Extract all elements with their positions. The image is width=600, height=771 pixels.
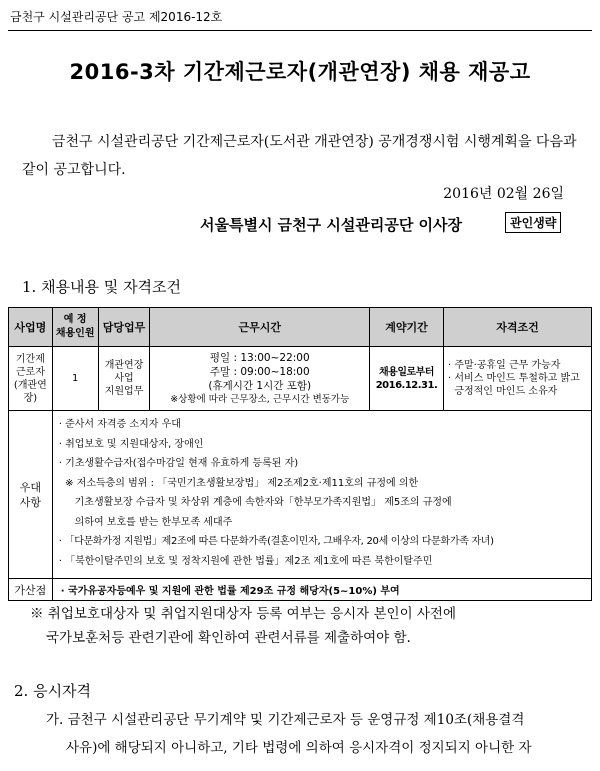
preference-item: · 준사서 자격증 소지자 우대 xyxy=(58,419,181,430)
table-header-row xyxy=(9,308,592,347)
preference-item: 의하여 보호를 받는 한부모족 세대주 xyxy=(58,516,233,528)
recruitment-table xyxy=(8,307,592,601)
table-row xyxy=(9,411,592,579)
cell-bonus-label: 가산점 xyxy=(9,579,53,601)
cell-duty: 개관연장 사업 지원업무 xyxy=(98,347,150,411)
eligibility-line-2: 사유)에 해당되지 아니하고, 기타 법령에 의하여 응시자격이 정지되지 아니한 자 xyxy=(66,740,532,756)
preference-item: · 「다문화가정 지원법」제2조에 따른 다문화가족(결혼이민자, 그배우자, 20세 이상의 다문화가족 자녀) xyxy=(58,536,494,547)
footnote-line-2: 국가보훈처등 관련기관에 확인하여 관련서류를 제출하여야 함. xyxy=(46,630,411,646)
hours-break: (휴게시간 1시간 포함) xyxy=(208,379,312,392)
eligibility-line-1: 가. 금천구 시설관리공단 무기계약 및 기간제근로자 등 운영규정 제10조(채용결격 xyxy=(46,712,525,728)
cell-preferences xyxy=(52,411,591,579)
footnote-line-1: ※ 취업보호대상자 및 취업지원대상자 등록 여부는 응시자 본인이 사전에 xyxy=(30,606,457,622)
page-title: 2016-3차 기간제근로자(개관연장) 채용 재공고 xyxy=(69,60,531,84)
cell-qualification xyxy=(443,347,591,411)
header-job: 사업명 xyxy=(9,308,53,347)
notice-number: 금천구 시설관리공단 공고 제2016-12호 xyxy=(10,10,223,24)
header-qualification: 자격조건 xyxy=(443,308,591,347)
footnote xyxy=(30,602,590,650)
header-contract: 계약기간 xyxy=(370,308,444,347)
header-divider xyxy=(8,30,592,31)
preference-item: · 「북한이탈주민의 보호 및 정착지원에 관한 법률」제2조 제1호에 따른 북한이탈주민 xyxy=(58,555,433,567)
cell-planned: 1 xyxy=(52,347,98,411)
cell-preference-label: 우대 사항 xyxy=(9,411,53,579)
qualification-1: · 주말·공휴일 근무 가능자 xyxy=(447,360,561,371)
table-row xyxy=(9,347,592,411)
preference-item: 기초생활보장 수급자 및 차상위 계층에 속한자와「한부모가족지원법」 제5조의 규정에 xyxy=(58,497,452,508)
table-row xyxy=(9,579,592,601)
issuer-name: 서울특별시 금천구 시설관리공단 이사장 xyxy=(200,216,462,234)
cell-contract: 채용일로부터 2016.12.31. xyxy=(370,347,444,411)
seal-box: 관인생략 xyxy=(505,212,561,233)
eligibility-item-ga xyxy=(46,706,586,762)
section-2-title: 2. 응시자격 xyxy=(14,682,92,700)
header-planned: 예 정 채용인원 xyxy=(52,308,98,347)
cell-job: 기간제 근로자 (개관연장) xyxy=(9,347,53,411)
intro-paragraph: 금천구 시설관리공단 기간제근로자(도서관 개관연장) 공개경쟁시험 시행계획을 다음과 같이 공고합니다. xyxy=(22,134,577,178)
preference-item: ※ 저소득층의 범위 : 「국민기초생활보장법」 제2조제2호·제11호의 규정에 의한 xyxy=(58,477,419,489)
notice-date: 2016년 02월 26일 xyxy=(443,186,564,202)
header-duty: 담당업무 xyxy=(98,308,150,347)
preference-item: · 취업보호 및 지원대상자, 장애인 xyxy=(58,438,204,450)
section-1-title: 1. 채용내용 및 자격조건 xyxy=(22,278,182,296)
hours-weekday: 평일 : 13:00~22:00 xyxy=(209,351,310,364)
qualification-2: · 서비스 마인드 투철하고 밝고 긍정적인 마인드 소유자 xyxy=(447,373,580,397)
hours-weekend: 주말 : 09:00~18:00 xyxy=(209,365,310,378)
cell-bonus: · 국가유공자등예우 및 지원에 관한 법률 제29조 규정 해당자(5~10%) 부여 xyxy=(52,579,591,601)
hours-note: ※상황에 따라 근무장소, 근무시간 변동가능 xyxy=(170,393,350,405)
cell-hours xyxy=(150,347,370,411)
preference-item: · 기초생활수급자(접수마감일 현재 유효하게 등록된 자) xyxy=(58,458,299,469)
header-hours: 근무시간 xyxy=(150,308,370,347)
